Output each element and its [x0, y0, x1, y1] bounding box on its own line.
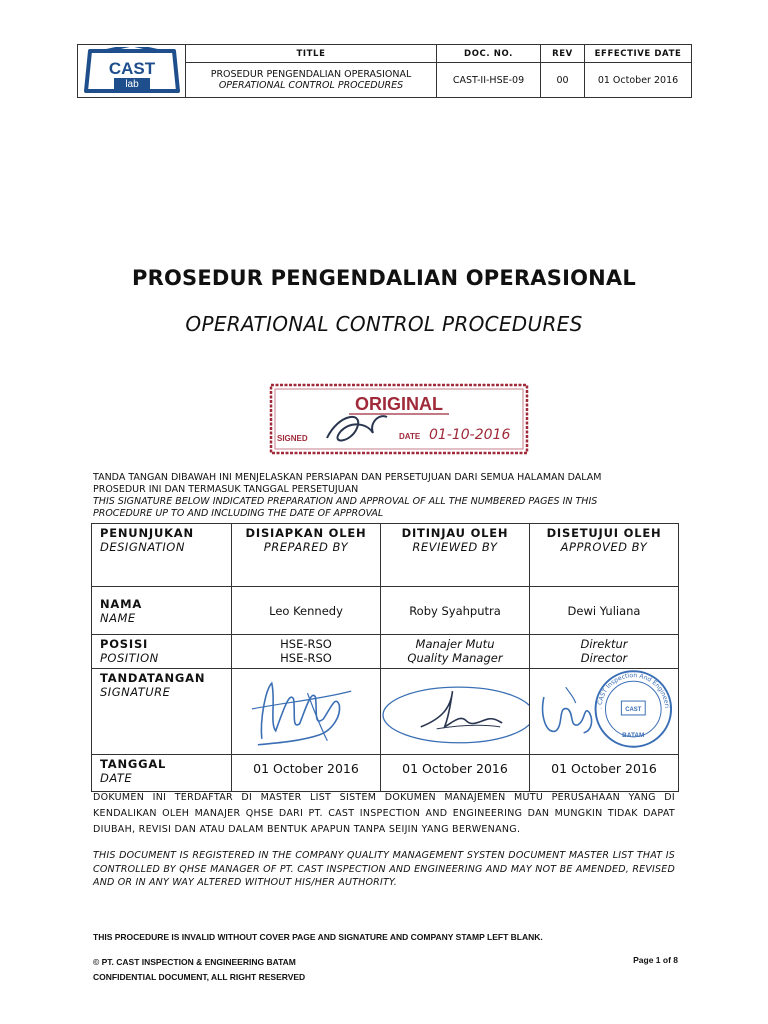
- position-label: [92, 635, 232, 669]
- signature-statement: [93, 472, 693, 520]
- statement-en-line1: THIS SIGNATURE BELOW INDICATED PREPARATION AND APPROVAL OF ALL THE NUMBERED PAGES IN THIS: [93, 496, 598, 507]
- position-en: POSITION: [100, 651, 159, 665]
- date-en: DATE: [100, 771, 133, 785]
- signature-id: TANDATANGAN: [100, 671, 206, 685]
- header-docno-label: DOC. NO.: [437, 45, 541, 63]
- position-reviewed-id: Manajer Mutu: [415, 637, 495, 651]
- stamp-date-value: 01-10-2016: [429, 427, 511, 443]
- prepared-id: DISIAPKAN OLEH: [245, 526, 367, 540]
- company-logo-cell: [78, 45, 186, 98]
- signature-approved-mark: [530, 669, 678, 751]
- name-reviewed: Roby Syahputra: [381, 587, 530, 635]
- page-number: Page 1 of 8: [633, 955, 678, 965]
- signature-prepared: [232, 669, 381, 755]
- reviewed-en: REVIEWED BY: [412, 540, 498, 554]
- date-approved: 01 October 2016: [530, 755, 679, 792]
- logo-text-top: CAST: [108, 59, 155, 78]
- stamp-signature-scribble: [327, 416, 387, 440]
- signature-en: SIGNATURE: [100, 685, 171, 699]
- footer-copyright: © PT. CAST INSPECTION & ENGINEERING BATAM: [93, 957, 296, 967]
- header-rev-label: REV: [541, 45, 585, 63]
- footer-left: [93, 955, 305, 985]
- signature-prepared-mark: [232, 669, 380, 751]
- original-stamp: [269, 383, 529, 455]
- approved-en: APPROVED BY: [560, 540, 648, 554]
- prepared-header: [232, 524, 381, 587]
- signature-reviewed: [381, 669, 530, 755]
- date-id: TANGGAL: [100, 757, 167, 771]
- statement-id-line2: PROSEDUR INI DAN TERMASUK TANGGAL PERSETUJUAN: [93, 484, 359, 495]
- name-approved: Dewi Yuliana: [530, 587, 679, 635]
- name-label: [92, 587, 232, 635]
- position-approved: [530, 635, 679, 669]
- name-en: NAME: [100, 610, 136, 625]
- reviewed-id: DITINJAU OLEH: [401, 526, 509, 540]
- document-header-table: [77, 44, 692, 98]
- header-effective-value: 01 October 2016: [585, 63, 692, 98]
- stamp-date-label: DATE: [399, 432, 421, 441]
- registration-note-en: THIS DOCUMENT IS REGISTERED IN THE COMPANY QUALITY MANAGEMENT SYSTEN DOCUMENT MASTER LIST THAT IS CONTROLLED BY QHSE MANAGER OF PT. CAST INSPECTION AND ENGINEERING AND MAY NOT BE AMENDED, REVISED AND OR IN ANY WAY ALTERED WITHOUT HIS/HER AUTHORITY.: [93, 850, 675, 888]
- document-subtitle: OPERATIONAL CONTROL PROCEDURES: [185, 312, 583, 336]
- position-prepared-en: HSE-RSO: [280, 651, 332, 665]
- signature-label: [92, 669, 232, 755]
- position-reviewed: [381, 635, 530, 669]
- signature-table: [91, 523, 679, 792]
- signature-approved: [530, 669, 679, 755]
- position-approved-id: Direktur: [580, 637, 628, 651]
- seal-text-top: . CAST Inspection And Engineeri: [596, 672, 671, 710]
- header-title-id: PROSEDUR PENGENDALIAN OPERASIONAL: [210, 69, 412, 80]
- header-rev-value: 00: [541, 63, 585, 98]
- statement-en-line2: PROCEDURE UP TO AND INCLUDING THE DATE OF APPROVAL: [93, 508, 384, 519]
- name-prepared: Leo Kennedy: [232, 587, 381, 635]
- position-prepared-id: HSE-RSO: [280, 637, 332, 651]
- header-docno-value: CAST-II-HSE-09: [437, 63, 541, 98]
- reviewed-header: [381, 524, 530, 587]
- designation-id: PENUNJUKAN: [100, 526, 194, 540]
- cast-lab-logo: [84, 47, 180, 95]
- approved-header: [530, 524, 679, 587]
- registration-note-id: DOKUMEN INI TERDAFTAR DI MASTER LIST SISTEM DOKUMEN MANAJEMEN MUTU PERUSAHAAN YANG DI KENDALIKAN OLEH MANAJER QHSE DARI PT. CAST INSPECTION AND ENGINEERING DAN MUNGKIN TIDAK DAPAT DIUBAH, REVISI DAN ATAU DALAM BENTUK APAPUN TANPA SEIJIN YANG BERWENANG.: [93, 792, 675, 835]
- header-title-en: OPERATIONAL CONTROL PROCEDURES: [218, 80, 404, 91]
- invalid-note: THIS PROCEDURE IS INVALID WITHOUT COVER PAGE AND SIGNATURE AND COMPANY STAMP LEFT BLANK.: [93, 932, 543, 942]
- designation-header: [92, 524, 232, 587]
- position-id: POSISI: [100, 637, 149, 651]
- document-title: PROSEDUR PENGENDALIAN OPERASIONAL: [132, 266, 636, 290]
- header-effective-label: EFFECTIVE DATE: [585, 45, 692, 63]
- stamp-original-text: ORIGINAL: [355, 394, 443, 414]
- header-title-value: [186, 63, 437, 98]
- statement-id-line1: TANDA TANGAN DIBAWAH INI MENJELASKAN PERSIAPAN DAN PERSETUJUAN DARI SEMUA HALAMAN DALAM: [93, 472, 602, 483]
- stamp-signed-label: SIGNED: [277, 434, 308, 443]
- footer-confidential: CONFIDENTIAL DOCUMENT, ALL RIGHT RESERVED: [93, 972, 306, 982]
- signature-reviewed-mark: [381, 669, 529, 751]
- position-prepared: [232, 635, 381, 669]
- seal-logo-text: CAST: [625, 706, 642, 713]
- logo-text-bottom: lab: [124, 79, 139, 90]
- approved-id: DISETUJUI OLEH: [546, 526, 662, 540]
- seal-text-bottom: BATAM: [622, 731, 645, 739]
- date-reviewed: 01 October 2016: [381, 755, 530, 792]
- header-title-label: TITLE: [186, 45, 437, 63]
- prepared-en: PREPARED BY: [263, 540, 349, 554]
- date-label: [92, 755, 232, 792]
- position-reviewed-en: Quality Manager: [407, 651, 503, 665]
- designation-en: DESIGNATION: [100, 540, 185, 554]
- date-prepared: 01 October 2016: [232, 755, 381, 792]
- name-id: NAMA: [100, 596, 143, 611]
- position-approved-en: Director: [580, 651, 628, 665]
